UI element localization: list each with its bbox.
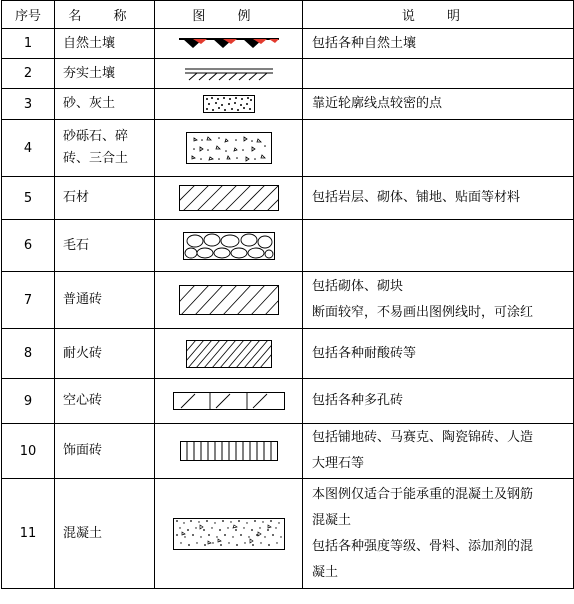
row-desc: 靠近轮廓线点较密的点 <box>303 89 574 120</box>
concrete-pattern-icon <box>173 518 285 550</box>
row-name: 混凝土 <box>55 479 155 589</box>
row-desc: 包括各种多孔砖 <box>303 379 574 424</box>
table-row <box>2 89 574 120</box>
row-name: 砂砾石、碎 砖、三合土 <box>55 120 155 177</box>
firebrick-pattern-icon <box>186 340 272 368</box>
rubble-pattern-icon <box>183 232 275 260</box>
row-name: 自然土壤 <box>55 29 155 59</box>
sand-lime-pattern-icon <box>203 95 255 113</box>
header-name: 名 称 <box>55 1 155 29</box>
header-pattern: 图 例 <box>155 1 303 29</box>
row-desc: 包括各种耐酸砖等 <box>303 329 574 379</box>
row-name: 饰面砖 <box>55 424 155 479</box>
pattern-cell <box>155 329 303 379</box>
table-row <box>2 59 574 89</box>
row-num: 2 <box>2 59 55 89</box>
pattern-cell <box>155 177 303 220</box>
row-desc: 包括岩层、砌体、铺地、贴面等材料 <box>303 177 574 220</box>
row-num: 10 <box>2 424 55 479</box>
header-row <box>2 1 574 29</box>
pattern-cell <box>155 379 303 424</box>
row-name: 空心砖 <box>55 379 155 424</box>
row-desc: 包括各种自然土壤 <box>303 29 574 59</box>
gravel-pattern-icon <box>186 132 272 164</box>
header-desc: 说 明 <box>303 1 574 29</box>
row-desc: 本图例仅适合于能承重的混凝土及钢筋 混凝土 包括各种强度等级、骨料、添加剂的混 凝土 <box>303 479 574 589</box>
row-desc <box>303 120 574 177</box>
natural-soil-pattern-icon <box>179 36 279 52</box>
row-name: 毛石 <box>55 220 155 272</box>
pattern-cell <box>155 89 303 120</box>
row-name: 夯实土壤 <box>55 59 155 89</box>
row-num: 3 <box>2 89 55 120</box>
common-brick-pattern-icon <box>179 285 279 315</box>
pattern-cell <box>155 272 303 329</box>
row-name: 耐火砖 <box>55 329 155 379</box>
legend-table <box>1 0 574 589</box>
table-row <box>2 177 574 220</box>
row-desc <box>303 59 574 89</box>
facing-brick-pattern-icon <box>180 441 278 461</box>
row-name: 普通砖 <box>55 272 155 329</box>
row-num: 4 <box>2 120 55 177</box>
header-num: 序号 <box>2 1 55 29</box>
row-desc <box>303 220 574 272</box>
table-row <box>2 479 574 589</box>
table-row <box>2 329 574 379</box>
hollow-brick-pattern-icon <box>173 392 285 410</box>
pattern-cell <box>155 120 303 177</box>
compacted-soil-pattern-icon <box>185 67 273 81</box>
row-name: 砂、灰土 <box>55 89 155 120</box>
row-desc: 包括铺地砖、马赛克、陶瓷锦砖、人造 大理石等 <box>303 424 574 479</box>
row-name: 石材 <box>55 177 155 220</box>
table-row <box>2 379 574 424</box>
table-row <box>2 424 574 479</box>
row-num: 1 <box>2 29 55 59</box>
row-num: 5 <box>2 177 55 220</box>
row-num: 11 <box>2 479 55 589</box>
pattern-cell <box>155 59 303 89</box>
row-num: 7 <box>2 272 55 329</box>
table-row <box>2 220 574 272</box>
pattern-cell <box>155 220 303 272</box>
stone-pattern-icon <box>179 185 279 211</box>
row-num: 8 <box>2 329 55 379</box>
pattern-cell <box>155 479 303 589</box>
table-row <box>2 272 574 329</box>
row-num: 6 <box>2 220 55 272</box>
table-row <box>2 29 574 59</box>
pattern-cell <box>155 29 303 59</box>
table-row <box>2 120 574 177</box>
row-desc: 包括砌体、砌块 断面较窄，不易画出图例线时，可涂红 <box>303 272 574 329</box>
row-num: 9 <box>2 379 55 424</box>
pattern-cell <box>155 424 303 479</box>
